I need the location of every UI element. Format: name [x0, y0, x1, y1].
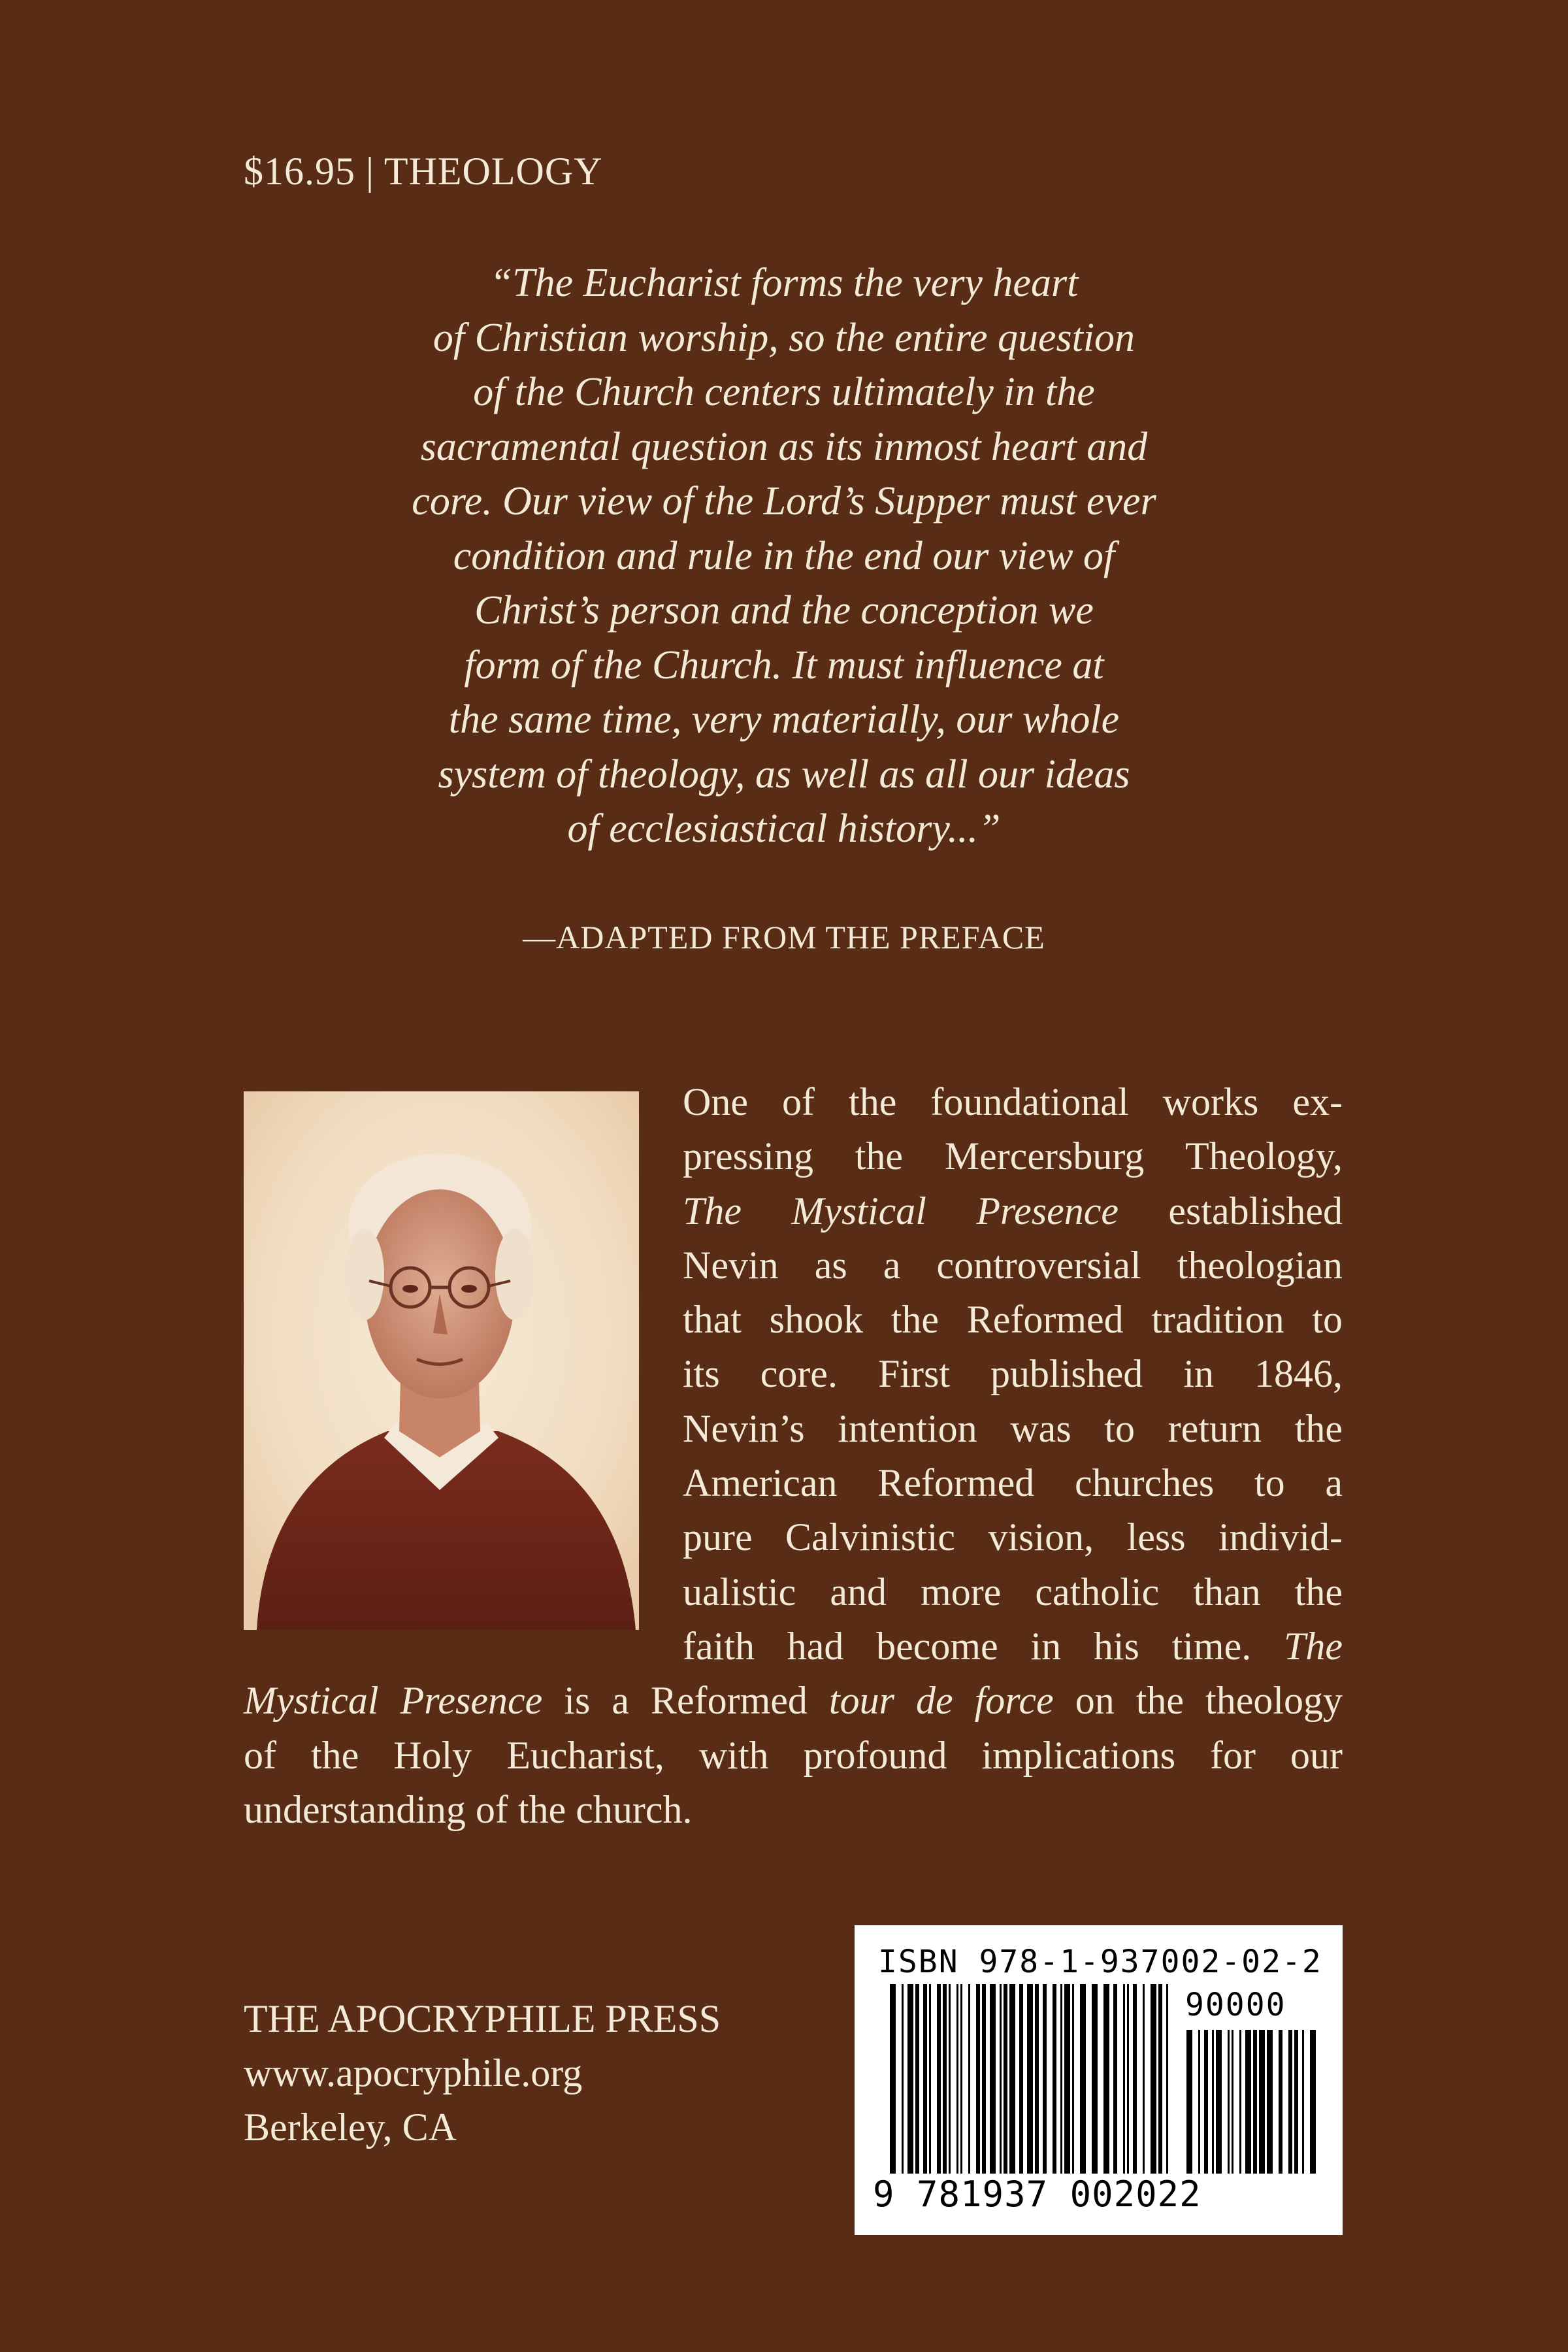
description-line: pressing the Mercersburg Theology,: [683, 1135, 1343, 1178]
description-line: One of the foundational works ex-: [683, 1080, 1343, 1123]
barcode-digits: 9 781937 002022: [873, 2174, 1201, 2215]
description-line: [244, 1619, 1343, 1674]
barcode-addon-bars-icon: [1186, 2030, 1317, 2174]
description-text: on the theology: [1053, 1679, 1343, 1723]
quote-line: condition and rule in the end our view of: [453, 533, 1115, 578]
description-text: is a Reformed: [542, 1679, 829, 1723]
price-code: 90000: [1185, 1987, 1286, 2023]
phrase-italic: tour de force: [828, 1679, 1054, 1723]
preface-quote: [366, 256, 1202, 857]
quote-line: form of the Church. It must influence at: [464, 642, 1104, 687]
quote-line: of Christian worship, so the entire question: [433, 315, 1135, 360]
description-text: faith had become in his time.: [683, 1624, 1284, 1668]
description-line: [244, 1674, 1343, 1728]
quote-line: “The Eucharist forms the very heart: [489, 261, 1079, 305]
book-description: [244, 1075, 1343, 1837]
description-line: understanding of the church.: [244, 1787, 693, 1831]
isbn-number: ISBN 978-1-937002-02-2: [878, 1944, 1322, 1980]
barcode-bars-icon: [890, 1984, 1171, 2174]
quote-line: system of theology, as well as all our ideas: [438, 752, 1130, 797]
quote-line: core. Our view of the Lord’s Supper must ever: [412, 479, 1156, 523]
book-title-italic: The: [1284, 1624, 1343, 1668]
publisher-name: THE APOCRYPHILE PRESS: [244, 1997, 721, 2040]
quote-line: sacramental question as its inmost heart and: [420, 424, 1148, 469]
publisher-block: [244, 1992, 721, 2155]
quote-line: the same time, very materially, our whole: [448, 697, 1120, 742]
quote-line: of ecclesiastical history...”: [567, 806, 1001, 851]
quote-line: Christ’s person and the conception we: [474, 588, 1094, 633]
quote-attribution: —ADAPTED FROM THE PREFACE: [523, 919, 1045, 955]
description-line: American Reformed churches to a: [683, 1461, 1343, 1505]
description-line: ualistic and more catholic than the: [683, 1570, 1343, 1614]
description-line: its core. First published in 1846,: [683, 1352, 1343, 1396]
isbn-barcode: [855, 1925, 1343, 2235]
description-line: that shook the Reformed tradition to: [683, 1298, 1343, 1342]
book-title-italic: The Mystical Presence: [683, 1189, 1119, 1233]
book-title-italic: Mystical Presence: [244, 1679, 543, 1723]
description-line: [244, 1184, 1343, 1238]
quote-line: of the Church centers ultimately in the: [473, 370, 1095, 414]
description-text: established: [1119, 1189, 1343, 1233]
publisher-website: www.apocryphile.org: [244, 2051, 583, 2095]
description-line: Nevin’s intention was to return the: [683, 1406, 1343, 1450]
price-category: $16.95 | THEOLOGY: [244, 150, 603, 193]
description-line: pure Calvinistic vision, less individ-: [683, 1516, 1343, 1559]
publisher-location: Berkeley, CA: [244, 2106, 457, 2149]
description-line: Nevin as a controversial theologian: [683, 1243, 1343, 1287]
description-line: of the Holy Eucharist, with profound implications for our: [244, 1733, 1343, 1777]
